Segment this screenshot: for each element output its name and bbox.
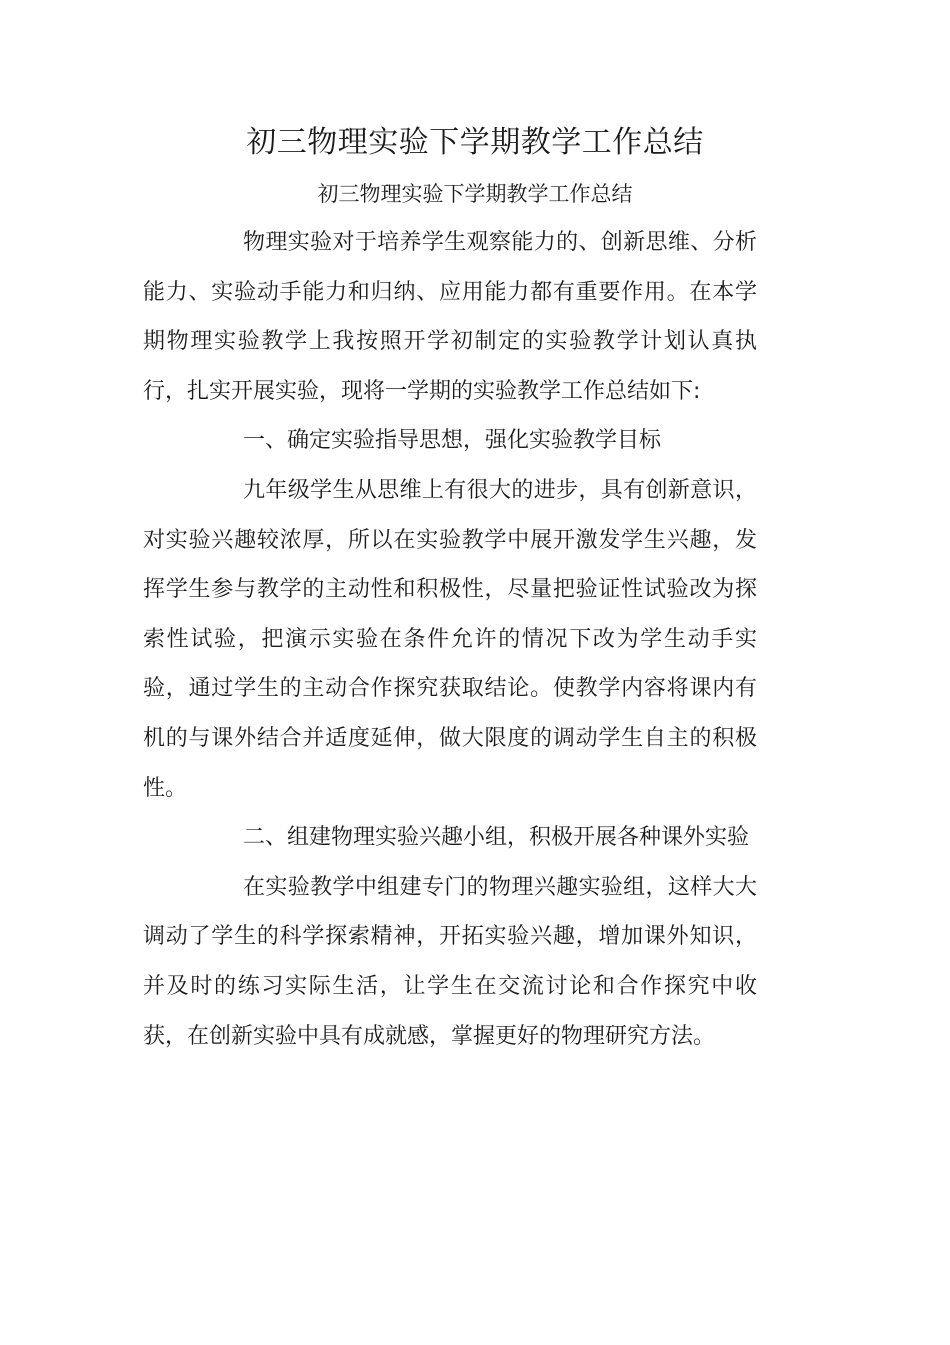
paragraph-intro: 物理实验对于培养学生观察能力的、创新思维、分析能力、实验动手能力和归纳、应用能力都有重要作用。在本学期物理实验教学上我按照开学初制定的实验教学计划认真执行，扎实开展实验，现将一学期的实验教学工作总结如下: <box>143 230 757 404</box>
section-heading-2: 二、组建物理实验兴趣小组，积极开展各种课外实验 <box>243 825 750 851</box>
document-body <box>143 218 757 1061</box>
document-title: 初三物理实验下学期教学工作总结 <box>246 125 704 160</box>
paragraph-section-2: 在实验教学中组建专门的物理兴趣实验组，这样大大调动了学生的科学探索精神，开拓实验兴趣，增加课外知识，并及时的练习实际生活，让学生在交流讨论和合作探究中收获，在创新实验中具有成就感，掌握更好的物理研究方法。 <box>143 874 757 1049</box>
document-subtitle: 初三物理实验下学期教学工作总结 <box>317 182 633 206</box>
section-heading-1: 一、确定实验指导思想，强化实验教学目标 <box>243 428 662 454</box>
paragraph-section-1: 九年级学生从思维上有很大的进步，具有创新意识，对实验兴趣较浓厚，所以在实验教学中展开激发学生兴趣，发挥学生参与教学的主动性和积极性，尽量把验证性试验改为探索性试验，把演示实验在条件允许的情况下改为学生动手实验，通过学生的主动合作探究获取结论。使教学内容将课内有机的与课外结合并适度延伸，做大限度的调动学生自主的积极性。 <box>143 477 757 801</box>
